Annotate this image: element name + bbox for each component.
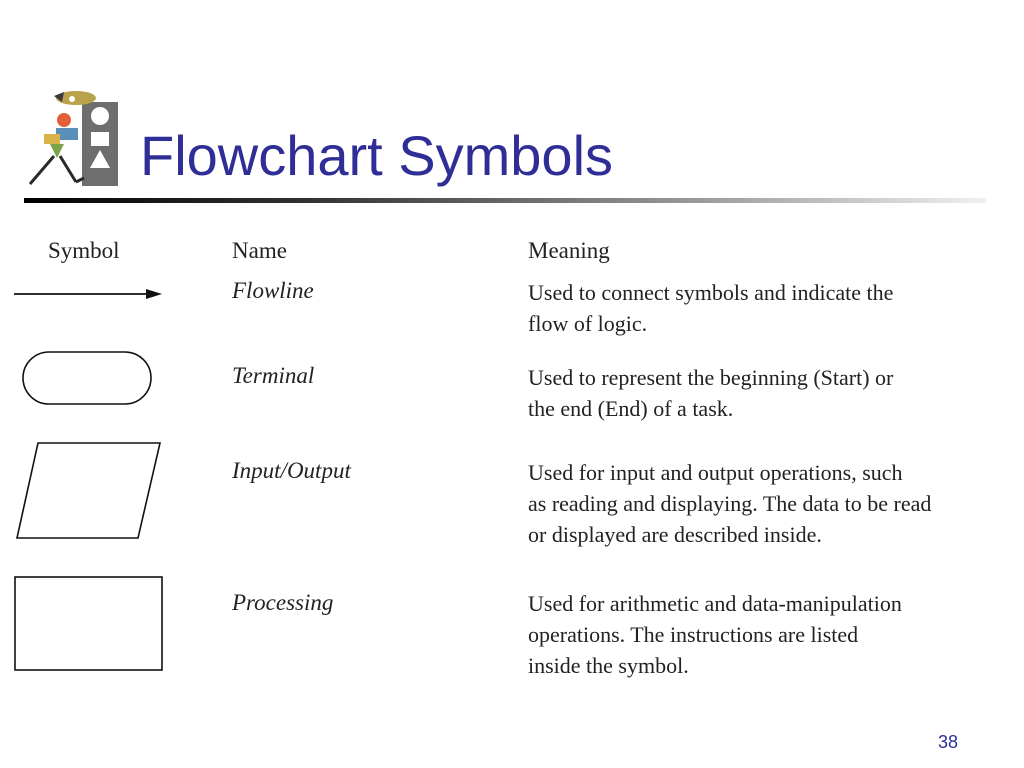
row-name-flowline: Flowline bbox=[232, 278, 314, 303]
row-meaning-terminal: Used to represent the beginning (Start) or the end (End) of a task. bbox=[528, 365, 894, 421]
row-name-terminal: Terminal bbox=[232, 363, 315, 388]
title-underline-divider bbox=[24, 198, 986, 203]
terminal-rounded-rect-icon bbox=[20, 348, 156, 408]
flowline-arrow-icon bbox=[12, 284, 164, 304]
row-name-input-output: Input/Output bbox=[232, 458, 351, 483]
column-header-symbol: Symbol bbox=[48, 238, 120, 263]
flowchart-figure-logo-icon bbox=[24, 86, 124, 188]
input-output-parallelogram-icon bbox=[14, 440, 164, 542]
processing-rectangle-icon bbox=[13, 575, 165, 673]
column-header-name: Name bbox=[232, 238, 287, 263]
row-meaning-input-output: Used for input and output operations, such as reading and displaying. The data to be read or displayed are described inside. bbox=[528, 460, 932, 547]
row-meaning-processing: Used for arithmetic and data-manipulation operations. The instructions are listed inside the symbol. bbox=[528, 591, 902, 678]
page-number: 38 bbox=[938, 732, 959, 752]
row-meaning-flowline: Used to connect symbols and indicate the flow of logic. bbox=[528, 280, 894, 336]
row-name-processing: Processing bbox=[232, 590, 334, 615]
slide-title: Flowchart Symbols bbox=[140, 124, 614, 187]
column-header-meaning: Meaning bbox=[528, 238, 610, 263]
